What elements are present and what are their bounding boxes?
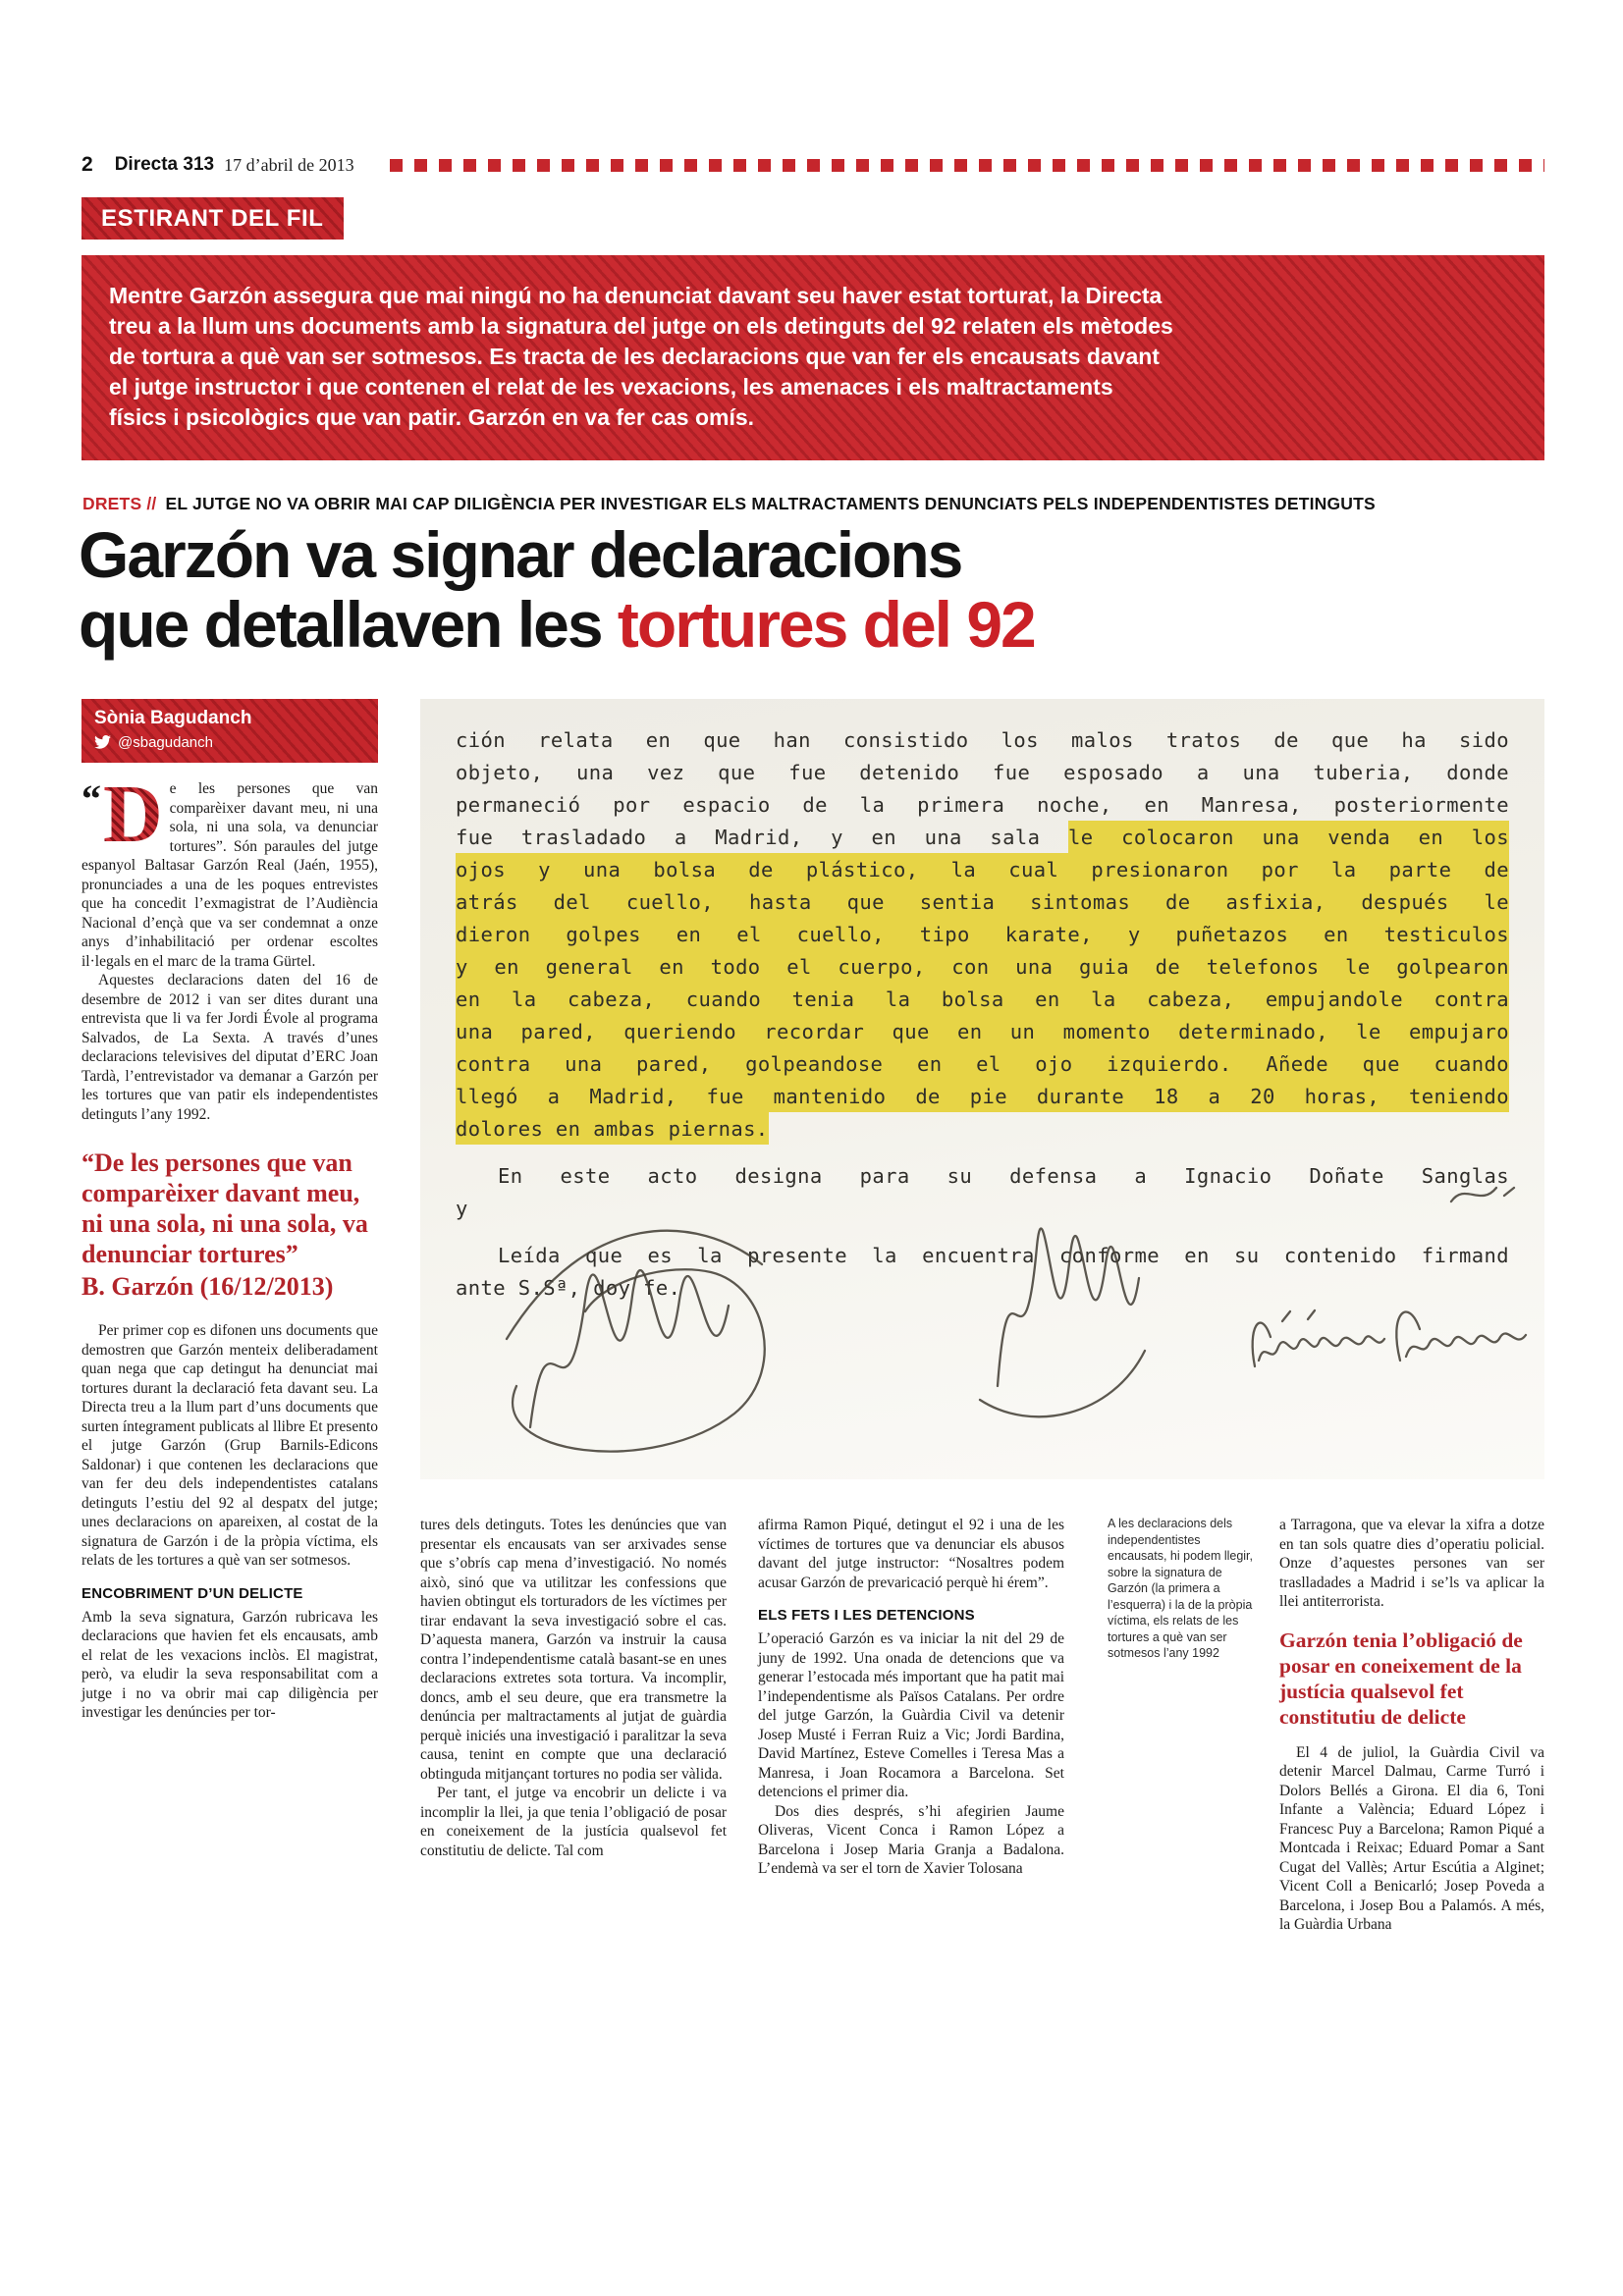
pull-quote-text: “De les persones que van comparèixer davant meu, ni una sola, ni una sola, va denunciar tortures” bbox=[81, 1148, 368, 1268]
drop-cap-letter: D bbox=[103, 769, 163, 860]
scan-line bbox=[456, 951, 1509, 984]
scan-line: ción relata en que han consistido los malos tratos de que ha sido bbox=[456, 728, 1509, 752]
pull-quote bbox=[81, 1148, 378, 1302]
text-column-3 bbox=[758, 1516, 1064, 1879]
kicker-section: DRETS // bbox=[82, 494, 157, 513]
scan-line bbox=[456, 1016, 1509, 1048]
body-paragraph: afirma Ramon Piqué, detingut el 92 i una de les víctimes de tortures que va denunciar els abusos davant del jutge instructor: “Nosaltres podem acusar Garzón de prevaricació perquè hi érem”. bbox=[758, 1517, 1064, 1591]
highlighted-text: contra una pared, golpeandose en el ojo izquierdo. Añede que cuando bbox=[456, 1047, 1509, 1080]
scan-line: ante S.Sª, doy fe. bbox=[456, 1276, 681, 1300]
document-scan bbox=[420, 699, 1544, 1479]
scan-line: permaneció por espacio de la primera noche, en Manresa, posteriormente bbox=[456, 793, 1509, 817]
red-subhead: Garzón tenia l’obligació de posar en coneixement de la justícia qualsevol fet constitutiu de delicte bbox=[1279, 1628, 1523, 1729]
scan-line bbox=[456, 886, 1509, 919]
body-paragraph: Per tant, el jutge va encobrir un delicte i va incomplir la llei, ja que tenia l’obligació de posar en coneixement de la justícia qualsevol fet constitutiu de delicte. Tal com bbox=[420, 1785, 727, 1859]
body-paragraph: L’operació Garzón es va iniciar la nit del 29 de juny de 1992. Una onada de detencions que va generar l’estocada més important que ha patit mai l’independentisme als Països Catalans. Per ordre del jutge Garzón, la Guàrdia Civil va detenir Josep Musté i Ferran Ruiz a Vic; Jordi Bardina, David Martínez, Esteve Comelles i Teresa Mas a Manresa, i Joan Rocamora a Barcelona. Set detencions el primer dia. bbox=[758, 1630, 1064, 1800]
red-squares-divider bbox=[390, 159, 1544, 172]
highlighted-text: dolores en ambas piernas. bbox=[456, 1112, 769, 1145]
kicker-text: EL JUTGE NO VA OBRIR MAI CAP DILIGÈNCIA PER INVESTIGAR ELS MALTRACTAMENTS DENUNCIATS PELS INDEPENDENTISTES DETINGUTS bbox=[165, 494, 1376, 513]
scan-line bbox=[456, 984, 1509, 1016]
twitter-icon bbox=[94, 735, 111, 749]
highlighted-text: dieron golpes en el cuello, tipo karate, y puñetazos en testiculos bbox=[456, 918, 1509, 950]
body-paragraph: tures dels detinguts. Totes les denúncies que van presentar els encausats van ser arxivades sense que s’obrís cap mena d’investigació. No només això, sinó que va utilitzar les confessions que havien obtingut els torturadors de les víctimes per tirar endavant la seva investigació sobre el cas. D’aquesta manera, Garzón va instruir la causa contra l’independentisme català basant-se en unes declaracions extretes sota tortura. Va incomplir, doncs, amb el seu deure, que era transmetre la denúncia per maltractaments al jutjat de guàrdia perquè iniciés una investigació i paralitzar la seva causa, tenint en compte que una declaració obtinguda mitjançant tortures no podia ser vàlida. bbox=[420, 1517, 727, 1783]
kicker bbox=[82, 496, 1376, 513]
headline-line2 bbox=[79, 590, 1544, 660]
author-name: Sònia Bagudanch bbox=[94, 708, 252, 728]
body-paragraph: Per primer cop es difonen uns documents que demostren que Garzón menteix deliberadament quan nega que cap detingut ha denunciat mai tortures durant la declaració feta davant seu. La Directa treu a la llum part d’uns documents que surten íntegrament publicats al llibre Et presento el jutge Garzón (Grup Barnils-Edicons Saldonar) i que contenen les declaracions que van fer deu dels independentistes catalans detinguts l’estiu del 92 al despatx del jutge; unes declaracions on apareixen, al costat de la signatura de Garzón i de la pròpia víctima, els relats de les tortures a què van ser sotmesos. bbox=[81, 1322, 378, 1569]
scan-line bbox=[456, 919, 1509, 951]
highlighted-text: le colocaron una venda en los bbox=[1068, 821, 1509, 853]
author-twitter bbox=[94, 733, 365, 753]
body-paragraph: Dos dies després, s’hi afegirien Jaume Oliveras, Vicent Conca i Ramon López a Barcelona i Josep Maria Granja a Badalona. L’endemà va ser el torn de Xavier Tolosana bbox=[758, 1802, 1064, 1877]
subhead-encobriment: ENCOBRIMENT D’UN DELICTE bbox=[81, 1584, 303, 1602]
lead-text: Mentre Garzón assegura que mai ningú no ha denunciat davant seu haver estat torturat, la Directa treu a la llum uns documents amb la signatura del jutge on els detinguts del 92 relaten els mètodes de tortura a què van ser sotmesos. Es tracta de les declaracions que van fer els encausats davant el jutge instructor i que contenen el relat de les vexacions, les amenaces i els maltractaments físics i psicològics que van patir. Garzón en va fer cas omís. bbox=[109, 283, 1173, 430]
headline-line2-red: tortures del 92 bbox=[617, 588, 1035, 661]
pull-quote-attribution: B. Garzón (16/12/2013) bbox=[81, 1272, 334, 1301]
byline-box bbox=[81, 699, 378, 763]
scan-line: En este acto designa para su defensa a Ignacio Doñate Sanglas bbox=[498, 1164, 1509, 1188]
body-paragraph bbox=[81, 769, 378, 971]
scan-line: objeto, una vez que fue detenido fue esposado a una tuberia, donde bbox=[456, 761, 1509, 784]
publication-name: Directa 313 bbox=[114, 154, 215, 175]
twitter-handle: @sbagudanch bbox=[118, 733, 213, 751]
scan-line bbox=[456, 1113, 1509, 1146]
page-number: 2 bbox=[81, 153, 93, 176]
highlighted-text: ojos y una bolsa de plástico, la cual presionaron por la parte de bbox=[456, 853, 1509, 885]
highlighted-text: atrás del cuello, hasta que sentia sintomas de asfixia, después le bbox=[456, 885, 1509, 918]
body-paragraph: Amb la seva signatura, Garzón rubricava les declaracions que havien fet els encausats, amb el relat de les vexacions inclòs. El magistrat, però, va eludir la seva responsabilitat com a jutge i no va obrir mai cap diligència per investigar les denúncies per tor- bbox=[81, 1608, 378, 1721]
highlighted-text: llegó a Madrid, fue mantenido de pie durante 18 a 20 horas, teniendo bbox=[456, 1080, 1509, 1112]
lead-banner bbox=[81, 255, 1544, 460]
body-paragraph: a Tarragona, que va elevar la xifra a dotze en tan sols quatre dies d’operatiu policial. Onze d’aquestes persones van ser traslladades a Madrid i se’ls va aplicar la llei antiterrorista. bbox=[1279, 1517, 1544, 1610]
text-column-2 bbox=[420, 1516, 727, 1860]
scan-line: y bbox=[456, 1197, 468, 1220]
headline-line2-black: que detallaven les bbox=[79, 588, 618, 661]
scan-caption: A les declaracions dels independentistes encausats, hi podem llegir, sobre la signatura de Garzón (la primera a l’esquerra) i la de la pròpia víctima, els relats de les tortures a què van ser sotmesos l’any 1992 bbox=[1108, 1517, 1254, 1660]
text-column-4 bbox=[1279, 1516, 1544, 1935]
left-column bbox=[81, 699, 378, 1723]
scan-line: Leída que es la presente la encuentra conforme en su contenido firmand bbox=[498, 1244, 1509, 1267]
scan-lines bbox=[420, 699, 1544, 1479]
scan-line bbox=[456, 854, 1509, 886]
scan-line: fue trasladado a Madrid, y en una sala le colocaron una venda en los bbox=[456, 822, 1509, 854]
section-tag: ESTIRANT DEL FIL bbox=[81, 197, 344, 240]
subhead-fets-detencions: ELS FETS I LES DETENCIONS bbox=[758, 1607, 975, 1624]
body-paragraph: El 4 de juliol, la Guàrdia Civil va detenir Marcel Dalmau, Carme Turró i Dolors Bellés a Girona. El dia 6, Toni Infante a València; Eduard López i Francesc Puy a Barcelona; Ramon Piqué a Montcada i Reixac; Eduard Pomar a Sant Cugat del Vallès; Artur Escútia a Alginet; Vicent Coll a Benicarló; Josep Poveda a Barcelona, i Josep Bou a Palamós. A més, la Guàrdia Urbana bbox=[1279, 1743, 1544, 1933]
highlighted-text: una pared, queriendo recordar que en un momento determinado, le empujaro bbox=[456, 1015, 1509, 1047]
headline bbox=[79, 520, 1544, 660]
scan-line bbox=[456, 1081, 1509, 1113]
issue-date: 17 d’abril de 2013 bbox=[224, 154, 354, 175]
highlighted-text: en la cabeza, cuando tenia la bolsa en la cabeza, empujandole contra bbox=[456, 983, 1509, 1015]
page-header bbox=[81, 153, 1544, 177]
opening-quote: “ bbox=[81, 776, 101, 821]
scan-line bbox=[456, 1048, 1509, 1081]
highlighted-text: y en general en todo el cuerpo, con una guia de telefonos le golpearon bbox=[456, 950, 1509, 983]
headline-line1: Garzón va signar declaracions bbox=[79, 518, 962, 591]
body-paragraph: Aquestes declaracions daten del 16 de desembre de 2012 i van ser dites durant una entrevista que li va fer Jordi Évole al programa Salvados, de La Sexta. A través d’unes declaracions televisives del diputat d’ERC Joan Tardà, l’entrevistador va demanar a Garzón per les tortures que van patir els independentistes detinguts l’any 1992. bbox=[81, 972, 378, 1123]
drop-cap bbox=[81, 769, 163, 860]
paragraph-text: e les persones que van comparèixer davant meu, ni una sola, ni una sola, va denunciar tortures”. Són paraules del jutge espanyol Baltasar Garzón Real (Jaén, 1955), pronunciades a una de les poques entrevistes que ha concedit l’exmagistrat de l’Audiència Nacional d’ençà que va ser condemnat a onze anys d’inhabilitació per ordenar escoltes il·legals en el marc de la trama Gürtel. bbox=[81, 780, 378, 970]
